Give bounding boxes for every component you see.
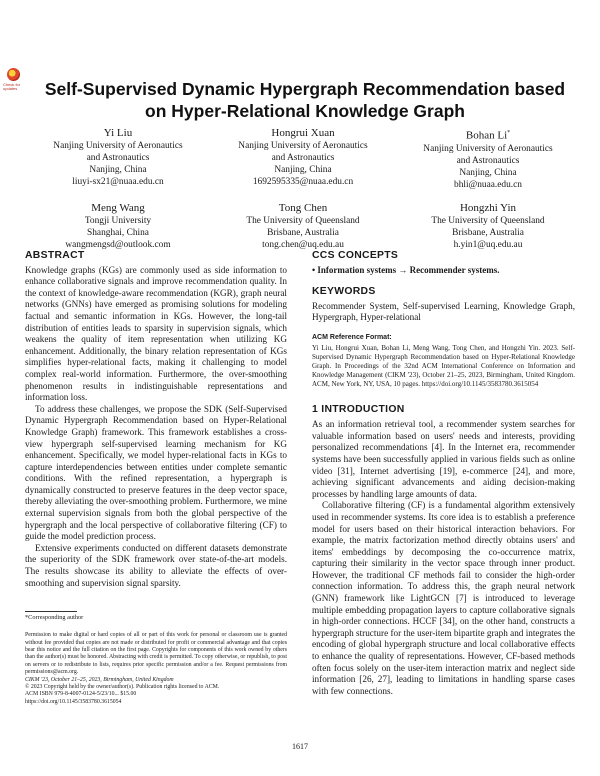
author-tong-chen	[215, 201, 391, 251]
isbn-line: ACM ISBN 979-8-4007-0124-5/23/10... $15.00	[25, 691, 137, 698]
ccs-concept: • Information systems → Recommender systems.	[312, 264, 500, 275]
author-name: Tong Chen	[278, 201, 328, 214]
author-name: Hongrui Xuan	[271, 127, 335, 139]
author-name: Hongzhi Yin	[459, 201, 517, 214]
introduction-paragraph-1: As an information retrieval tool, a recommender system searches for valuable information based on users' needs and interests, providing personalized recommendations [4]. In the Internet era, recommender systems have been successfully applied in various fields such as online video [31], Internet advertising [19], e-commerce [24], and more, achieving significant advancements and aiding decision-making processes by handling large amounts of data.	[312, 419, 575, 499]
author-hongzhi-yin	[400, 201, 576, 251]
introduction-heading: 1 INTRODUCTION	[312, 403, 405, 415]
corresponding-mark: *	[507, 130, 511, 136]
author-email[interactable]: tong.chen@uq.edu.au	[262, 239, 344, 250]
author-affiliation: Nanjing University of Aeronautics	[238, 141, 368, 151]
abstract-paragraph-1: Knowledge graphs (KGs) are commonly used as side information to enhance collaborative signals and improve recommendation quality. In the context of knowledge-aware recommendation (KGR), graph neural networks (GNNs) have emerged as promising solutions for modeling factual and semantic information in KGs. However, the long-tail distribution of entities leads to sparsity in supervision signals, which weakens the quality of item representation when utilizing KG enhancement. Additionally, the binary relation representation of KGs simplifies hyper-relational facts, making it challenging to model complex real-world information. Furthermore, the over-smoothing phenomenon results in indistinguishable representations and information loss.	[25, 264, 287, 403]
author-affiliation: Tongji University	[84, 215, 152, 226]
abstract-paragraph-3: Extensive experiments conducted on different datasets demonstrate the superiority of the SDK framework over state-of-the-art models. The results showcase its ability to alleviate the effects of over-smoothing and supervision signal sparsity.	[25, 542, 287, 588]
author-affiliation: The University of Queensland	[431, 215, 545, 226]
author-email[interactable]: h.yin1@uq.edu.au	[453, 239, 523, 250]
acm-reference-heading: ACM Reference Format:	[312, 333, 392, 341]
author-location: Shanghai, China	[87, 227, 149, 238]
ccs-heading: CCS CONCEPTS	[312, 250, 399, 261]
crossmark-icon	[7, 68, 20, 81]
author-yi-liu	[30, 126, 206, 191]
paper-title: Self-Supervised Dynamic Hypergraph Recommendation based on Hyper-Relational Knowledge Graph	[44, 79, 566, 121]
author-location: Brisbane, Australia	[452, 227, 524, 238]
left-column	[25, 250, 287, 706]
corresponding-author-footnote: *Corresponding author	[25, 614, 84, 622]
badge-label: Check for updates	[3, 82, 21, 91]
keywords-heading: KEYWORDS	[312, 286, 376, 298]
author-location: Nanjing, China	[89, 165, 147, 175]
author-row-1	[30, 126, 576, 191]
right-column	[312, 250, 575, 697]
author-block	[30, 126, 576, 261]
author-bohan-li	[400, 126, 576, 191]
page-number: 1617	[292, 742, 308, 751]
author-name: Yi Liu	[103, 127, 133, 139]
author-hongrui-xuan	[215, 126, 391, 191]
author-email[interactable]: liuyi-sx21@nuaa.edu.cn	[72, 177, 164, 187]
abstract-heading: ABSTRACT	[25, 250, 85, 261]
author-name-wrap	[400, 126, 576, 143]
author-email[interactable]: 1692595335@nuaa.edu.cn	[252, 177, 354, 187]
author-email[interactable]: wangmengsd@outlook.com	[65, 239, 171, 250]
introduction-paragraph-2: Collaborative filtering (CF) is a fundamental algorithm extensively used in recommender systems. Its core idea is to establish a preference model for users based on their historical interaction behaviors. For example, the matrix factorization method directly obtains users' and items' embeddings by decomposing the co-occurrence matrix, capturing their similarity in the vector space through inner product. However, the traditional CF methods fail to consider the high-order connection information. To address this, the graph neural network (GNN) framework like LightGCN [7] is introduced to leverage multiple embedding propagation layers to capture collaborative signals in high-order connections. HCCF [34], on the other hand, constructs a hypergraph structure for the user-item bipartite graph and integrates the encoding of global hypergraph structure and local collaborative effects to enhance the quality of representations. However, CF-based methods often focus solely on the user-item interaction matrix and neglect side information [26, 27], leading to limitations in handling sparse cases with few connections.	[312, 500, 575, 696]
author-location: Brisbane, Australia	[267, 227, 339, 238]
check-for-updates-badge[interactable]	[3, 68, 23, 94]
author-name: Bohan Li	[465, 129, 508, 142]
conference-info: CIKM '23, October 21–25, 2023, Birmingham, United Kingdom	[25, 676, 174, 683]
keywords-text: Recommender System, Self-supervised Learning, Knowledge Graph, Hypergraph, Hyper-relational	[312, 300, 575, 323]
permission-notice	[25, 632, 287, 706]
author-location: Nanjing, China	[274, 165, 332, 175]
author-affiliation-2: and Astronautics	[86, 153, 150, 163]
author-row-2	[30, 201, 576, 251]
copyright-line: © 2023 Copyright held by the owner/author(s). Publication rights licensed to ACM.	[25, 684, 220, 691]
acm-reference-text: Yi Liu, Hongrui Xuan, Bohan Li, Meng Wang, Tong Chen, and Hongzhi Yin. 2023. Self-Supervised Dynamic Hypergraph Recommendation based on Hyper-Relational Knowledge Graph. In Proceedings of the 32nd ACM International Conference on Information and Knowledge Management (CIKM '23), October 21–25, 2023, Birmingham, United Kingdom. ACM, New York, NY, USA, 10 pages. https://doi.org/10.1145/3583780.3615054	[312, 343, 575, 389]
author-email[interactable]: bhli@nuaa.edu.cn	[454, 179, 522, 190]
abstract-paragraph-2: To address these challenges, we propose the SDK (Self-Supervised Dynamic Hypergraph Recommendation based on Hyper-Relational Knowledge Graph) framework. This framework establishes a cross-view hypergraph self-supervised learning mechanism for KG enhancement. Specifically, we model hyper-relational facts in KGs to capture interdependencies between entities under complete semantic conditions. With the refined representation, a hypergraph is dynamically constructed to preserve features in the deep vector space, thereby alleviating the over-smoothing problem. Furthermore, we mine external supervision signals from both the global perspective of the hypergraph and the local perspective of collaborative filtering (CF) to guide the model prediction process.	[25, 403, 287, 542]
author-affiliation-2: and Astronautics	[456, 155, 520, 166]
author-affiliation: Nanjing University of Aeronautics	[423, 143, 553, 154]
permission-text: Permission to make digital or hard copies of all or part of this work for personal or classroom use is granted without fee provided that copies are not made or distributed for profit or commercial advantage and that copies bear this notice and the full citation on the first page. Copyrights for components of this work owned by others than the author(s) must be honored. Abstracting with credit is permitted. To copy otherwise, or republish, to post on servers or to redistribute to lists, requires prior specific permission and/or a fee. Request permissions from permissions@acm.org.	[25, 632, 287, 676]
author-affiliation-2: and Astronautics	[271, 153, 335, 163]
author-affiliation: Nanjing University of Aeronautics	[53, 141, 183, 151]
author-location: Nanjing, China	[459, 167, 517, 178]
author-meng-wang	[30, 201, 206, 251]
doi-link[interactable]: https://doi.org/10.1145/3583780.3615054	[25, 698, 122, 705]
author-affiliation: The University of Queensland	[246, 215, 360, 226]
author-name: Meng Wang	[91, 201, 145, 214]
footnote-divider	[25, 611, 77, 612]
